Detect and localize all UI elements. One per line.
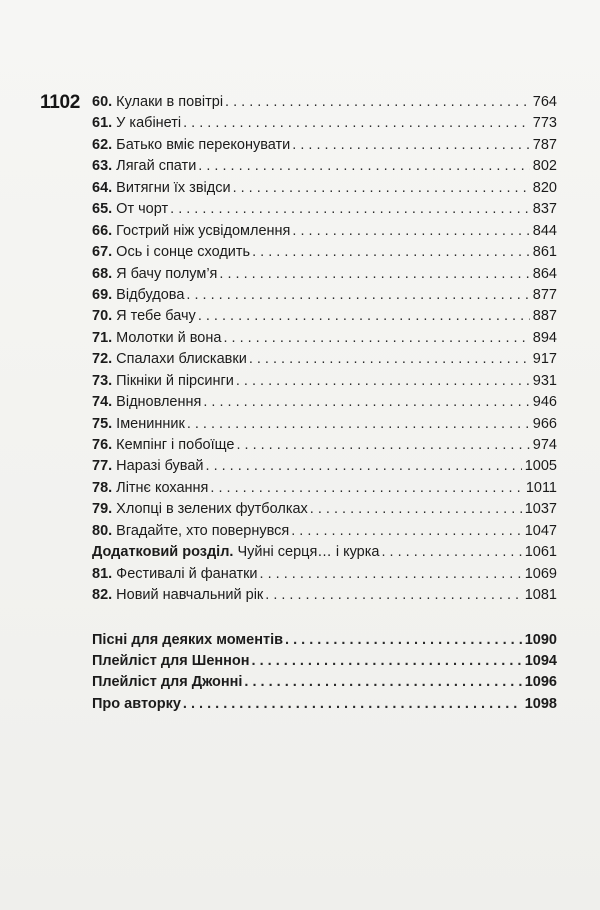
chapter-title: Лягай спати: [116, 158, 197, 175]
toc-row: [92, 435, 557, 456]
toc-row: [92, 199, 557, 220]
chapter-page: 1098: [524, 695, 557, 712]
chapter-page: 802: [532, 158, 557, 175]
toc-row: [92, 349, 557, 370]
toc-row: [92, 499, 557, 520]
chapter-number: 75.: [92, 415, 113, 432]
dot-leader: [236, 371, 530, 392]
dot-leader: [292, 135, 530, 156]
dot-leader: [244, 672, 521, 693]
chapter-number: 76.: [92, 437, 113, 453]
chapter-page: 894: [532, 329, 557, 346]
chapter-number: 70.: [92, 308, 113, 325]
toc-row: [92, 264, 557, 285]
chapter-title: Кемпінг і побоїще: [116, 437, 235, 453]
toc-row: [92, 456, 557, 477]
chapter-page: 931: [532, 372, 557, 389]
chapter-page: 1094: [524, 652, 557, 669]
chapter-page: 1047: [524, 522, 557, 539]
dot-leader: [198, 156, 530, 177]
chapter-page: 1037: [524, 501, 557, 518]
dot-leader: [186, 285, 529, 306]
chapter-page: 887: [532, 308, 557, 325]
table-of-contents: [92, 92, 557, 715]
dot-leader: [252, 242, 530, 263]
chapter-page: 917: [532, 351, 557, 368]
chapter-page: 1096: [524, 674, 557, 691]
dot-leader: [292, 221, 529, 242]
chapter-title: Хлопці в зелених футболках: [116, 501, 308, 518]
chapter-number: 82.: [92, 587, 113, 604]
chapter-number: 81.: [92, 565, 113, 582]
chapter-number: 71.: [92, 329, 113, 346]
dot-leader: [291, 521, 521, 542]
dot-leader: [187, 414, 530, 435]
chapter-page: 864: [532, 265, 557, 282]
chapter-title: Я тебе бачу: [116, 308, 196, 325]
chapter-title: Витягни їх звідси: [116, 179, 231, 196]
chapter-title: Наразі бувай: [116, 458, 204, 475]
bonus-chapter-label: Додатковий розділ.: [92, 544, 234, 561]
late-chapter-list: [92, 564, 557, 607]
chapter-page: 1081: [524, 587, 557, 604]
toc-row: [92, 585, 557, 606]
toc-row: [92, 478, 557, 499]
dot-leader: [265, 585, 521, 606]
dot-leader: [285, 630, 522, 651]
chapter-page: 1090: [524, 631, 557, 648]
bonus-chapter-title: Додатковий розділ. Чуйні серця… і курка: [92, 544, 380, 561]
toc-row: [92, 135, 557, 156]
chapter-number: 72.: [92, 351, 113, 368]
dot-leader: [310, 499, 522, 520]
chapter-title: Пікніки й пірсинги: [116, 372, 234, 389]
dot-leader: [206, 456, 522, 477]
dot-leader: [183, 694, 522, 715]
chapter-title: Іменинник: [116, 415, 185, 432]
chapter-page: 837: [532, 201, 557, 218]
toc-row: [92, 328, 557, 349]
chapter-list: [92, 92, 557, 542]
toc-row: [92, 694, 557, 715]
chapter-page: 974: [532, 437, 557, 453]
dot-leader: [170, 199, 530, 220]
chapter-title: От чорт: [116, 201, 169, 218]
toc-row: [92, 672, 557, 693]
toc-row: [92, 156, 557, 177]
chapter-number: 67.: [92, 244, 113, 261]
toc-row: [92, 285, 557, 306]
toc-row: [92, 630, 557, 651]
chapter-number: 78.: [92, 479, 113, 496]
dot-leader: [381, 542, 521, 563]
chapter-title: Відновлення: [116, 394, 202, 411]
chapter-number: 62.: [92, 136, 113, 153]
chapter-page: 1005: [524, 458, 557, 475]
dot-leader: [183, 113, 530, 134]
chapter-title: У кабінеті: [116, 115, 182, 132]
chapter-page: 877: [532, 286, 557, 303]
chapter-page: 1011: [525, 479, 557, 496]
page-number: 1102: [40, 92, 81, 113]
chapter-number: 79.: [92, 501, 113, 518]
dot-leader: [260, 564, 522, 585]
chapter-title: Пісні для деяких моментів: [92, 631, 284, 648]
chapter-page: 787: [532, 136, 557, 153]
chapter-number: 66.: [92, 222, 113, 239]
chapter-page: 844: [532, 222, 557, 239]
chapter-page: 773: [532, 115, 557, 132]
chapter-number: 65.: [92, 201, 113, 218]
chapter-title: Вгадайте, хто повернувся: [116, 522, 290, 539]
chapter-number: 74.: [92, 394, 113, 411]
toc-row: [92, 113, 557, 134]
chapter-page: 764: [532, 94, 557, 110]
toc-row: [92, 92, 557, 113]
chapter-title: Літнє кохання: [116, 479, 209, 496]
chapter-title: Плейліст для Шеннон: [92, 652, 250, 669]
chapter-page: 966: [532, 415, 557, 432]
chapter-number: 80.: [92, 522, 113, 539]
chapter-number: 69.: [92, 286, 113, 303]
chapter-title: Гострий ніж усвідомлення: [116, 222, 291, 239]
dot-leader: [198, 306, 530, 327]
toc-row: [92, 651, 557, 672]
dot-leader: [223, 328, 529, 349]
chapter-number: 64.: [92, 179, 113, 196]
chapter-number: 77.: [92, 458, 113, 475]
dot-leader: [236, 435, 529, 456]
chapter-number: 61.: [92, 115, 113, 132]
section-gap: [92, 607, 557, 630]
chapter-title: Новий навчальний рік: [116, 587, 264, 604]
chapter-page: 861: [532, 244, 557, 261]
chapter-title: Молотки й вона: [116, 329, 222, 346]
bonus-chapter-row: [92, 542, 557, 563]
dot-leader: [219, 264, 529, 285]
chapter-page: 820: [532, 179, 557, 196]
toc-row: [92, 521, 557, 542]
chapter-number: 73.: [92, 372, 113, 389]
dot-leader: [225, 92, 530, 113]
chapter-title: Ось і сонце сходить: [116, 244, 251, 261]
chapter-number: 63.: [92, 158, 113, 175]
toc-row: [92, 178, 557, 199]
toc-row: [92, 221, 557, 242]
extras-list: [92, 630, 557, 716]
chapter-page: 946: [532, 394, 557, 411]
chapter-title: Я бачу полум’я: [116, 265, 218, 282]
chapter-title: Про авторку: [92, 695, 181, 712]
bonus-chapter-page: 1061: [524, 544, 557, 561]
toc-row: [92, 392, 557, 413]
toc-row: [92, 564, 557, 585]
toc-row: [92, 306, 557, 327]
dot-leader: [203, 392, 529, 413]
dot-leader: [252, 651, 522, 672]
toc-row: [92, 371, 557, 392]
dot-leader: [233, 178, 530, 199]
chapter-title: Спалахи блискавки: [116, 351, 247, 368]
chapter-title: Батько вміє переконувати: [116, 136, 291, 153]
chapter-title: Плейліст для Джонні: [92, 674, 243, 691]
chapter-title: Кулаки в повітрі: [116, 94, 224, 110]
chapter-number: 68.: [92, 265, 113, 282]
toc-row: [92, 242, 557, 263]
toc-row: [92, 414, 557, 435]
dot-leader: [210, 478, 522, 499]
dot-leader: [249, 349, 530, 370]
chapter-page: 1069: [524, 565, 557, 582]
chapter-title: Відбудова: [116, 286, 185, 303]
chapter-number: 60.: [92, 94, 113, 110]
chapter-title: Фестивалі й фанатки: [116, 565, 258, 582]
